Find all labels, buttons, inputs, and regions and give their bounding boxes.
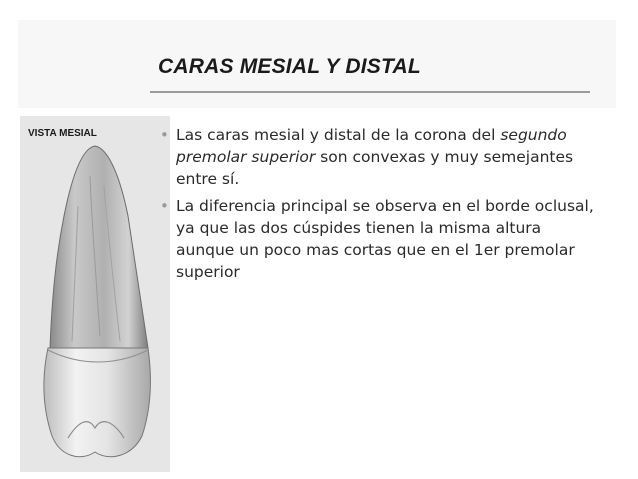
tooth-image-panel xyxy=(20,116,170,472)
bullet-list xyxy=(160,124,600,288)
bullet-text: La diferencia principal se observa en el borde oclusal, ya que las dos cúspides tienen la misma altura aunque un poco mas cortas que en el 1er premolar superior xyxy=(176,197,594,281)
bullet-item xyxy=(160,124,600,190)
bullet-symbol: • xyxy=(160,126,169,144)
bullet-symbol: • xyxy=(160,197,169,215)
tooth-illustration-icon xyxy=(20,116,170,472)
bullet-emphasis: segundo premolar superior xyxy=(176,126,567,166)
bullet-item xyxy=(160,195,600,283)
bullet-text: son convexas y muy semejantes entre sí. xyxy=(176,148,574,188)
bullet-text: Las caras mesial y distal de la corona del xyxy=(176,126,501,144)
slide-title: CARAS MESIAL Y DISTAL xyxy=(158,55,421,78)
title-underline xyxy=(150,91,590,93)
image-label: VISTA MESIAL xyxy=(28,128,97,139)
